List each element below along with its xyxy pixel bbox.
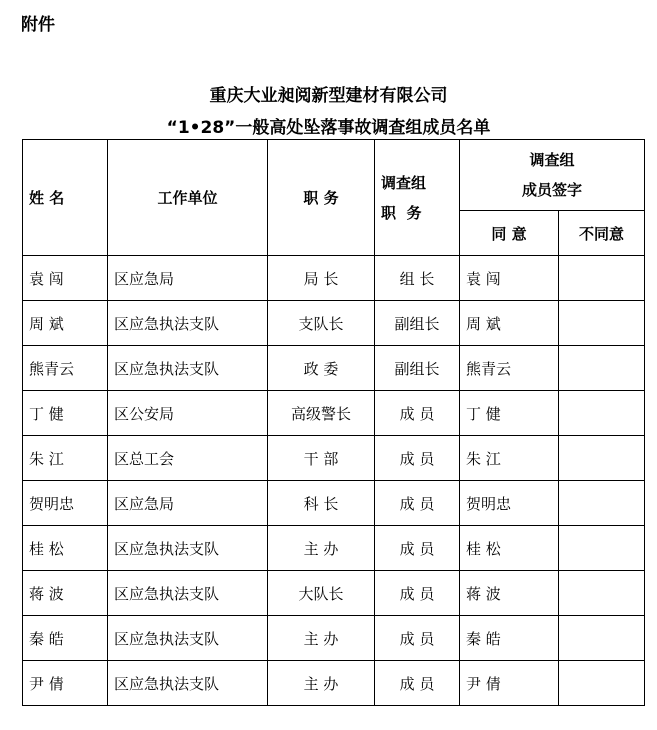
table-row — [23, 616, 645, 661]
header-name: 姓 名 — [23, 140, 108, 256]
member-signature-disagree — [559, 301, 645, 346]
member-unit: 区应急执法支队 — [108, 571, 268, 616]
member-position: 支队长 — [268, 301, 375, 346]
header-group-role-line2: 职 务 — [381, 203, 422, 222]
table-header-row — [23, 140, 645, 211]
member-group-role: 成 员 — [375, 481, 460, 526]
member-position: 大队长 — [268, 571, 375, 616]
member-group-role: 副组长 — [375, 346, 460, 391]
member-position: 主 办 — [268, 526, 375, 571]
member-group-role: 成 员 — [375, 571, 460, 616]
member-name: 丁 健 — [23, 391, 108, 436]
table-row — [23, 571, 645, 616]
member-signature-disagree — [559, 481, 645, 526]
member-signature-agree: 尹 倩 — [460, 661, 559, 706]
member-signature-disagree — [559, 256, 645, 301]
member-signature-disagree — [559, 436, 645, 481]
header-position: 职 务 — [268, 140, 375, 256]
member-signature-disagree — [559, 526, 645, 571]
member-signature-agree: 熊青云 — [460, 346, 559, 391]
member-position: 科 长 — [268, 481, 375, 526]
member-name: 贺明忠 — [23, 481, 108, 526]
member-position: 政 委 — [268, 346, 375, 391]
header-agree: 同 意 — [460, 211, 559, 256]
member-signature-agree: 丁 健 — [460, 391, 559, 436]
table-row — [23, 256, 645, 301]
header-work-unit: 工作单位 — [108, 140, 268, 256]
member-position: 主 办 — [268, 616, 375, 661]
header-signature-line2: 成员签字 — [522, 181, 583, 199]
table-row — [23, 661, 645, 706]
member-group-role: 成 员 — [375, 661, 460, 706]
member-signature-agree: 秦 皓 — [460, 616, 559, 661]
table-row — [23, 346, 645, 391]
member-unit: 区总工会 — [108, 436, 268, 481]
member-group-role: 成 员 — [375, 391, 460, 436]
header-signature-line1: 调查组 — [529, 151, 575, 169]
investigation-team-table — [22, 139, 645, 706]
member-position: 高级警长 — [268, 391, 375, 436]
member-name: 熊青云 — [23, 346, 108, 391]
member-name: 桂 松 — [23, 526, 108, 571]
header-group-role-line1: 调查组 — [381, 173, 427, 192]
table-row — [23, 481, 645, 526]
member-unit: 区应急执法支队 — [108, 526, 268, 571]
member-signature-agree: 桂 松 — [460, 526, 559, 571]
member-signature-disagree — [559, 391, 645, 436]
member-unit: 区应急执法支队 — [108, 346, 268, 391]
member-signature-disagree — [559, 661, 645, 706]
table-row — [23, 301, 645, 346]
member-name: 尹 倩 — [23, 661, 108, 706]
member-group-role: 成 员 — [375, 616, 460, 661]
header-disagree: 不同意 — [559, 211, 645, 256]
member-unit: 区应急局 — [108, 481, 268, 526]
attachment-label: 附件 — [21, 15, 55, 35]
table-row — [23, 391, 645, 436]
member-position: 干 部 — [268, 436, 375, 481]
member-name: 袁 闯 — [23, 256, 108, 301]
member-signature-agree: 贺明忠 — [460, 481, 559, 526]
member-signature-disagree — [559, 616, 645, 661]
member-position: 主 办 — [268, 661, 375, 706]
member-signature-agree: 蒋 波 — [460, 571, 559, 616]
member-group-role: 成 员 — [375, 436, 460, 481]
member-group-role: 成 员 — [375, 526, 460, 571]
member-signature-agree: 朱 江 — [460, 436, 559, 481]
member-unit: 区应急局 — [108, 256, 268, 301]
member-unit: 区应急执法支队 — [108, 301, 268, 346]
member-unit: 区公安局 — [108, 391, 268, 436]
header-signature — [460, 140, 645, 211]
member-unit: 区应急执法支队 — [108, 661, 268, 706]
member-position: 局 长 — [268, 256, 375, 301]
member-name: 朱 江 — [23, 436, 108, 481]
member-unit: 区应急执法支队 — [108, 616, 268, 661]
member-name: 秦 皓 — [23, 616, 108, 661]
member-name: 蒋 波 — [23, 571, 108, 616]
member-name: 周 斌 — [23, 301, 108, 346]
document-title: 重庆大业昶阅新型建材有限公司 — [209, 86, 448, 106]
header-group-role — [375, 140, 460, 256]
member-signature-disagree — [559, 346, 645, 391]
document-subtitle: “1•28”一般高处坠落事故调查组成员名单 — [166, 118, 491, 138]
member-group-role: 组 长 — [375, 256, 460, 301]
member-signature-disagree — [559, 571, 645, 616]
member-group-role: 副组长 — [375, 301, 460, 346]
member-signature-agree: 周 斌 — [460, 301, 559, 346]
table-row — [23, 436, 645, 481]
member-signature-agree: 袁 闯 — [460, 256, 559, 301]
table-row — [23, 526, 645, 571]
